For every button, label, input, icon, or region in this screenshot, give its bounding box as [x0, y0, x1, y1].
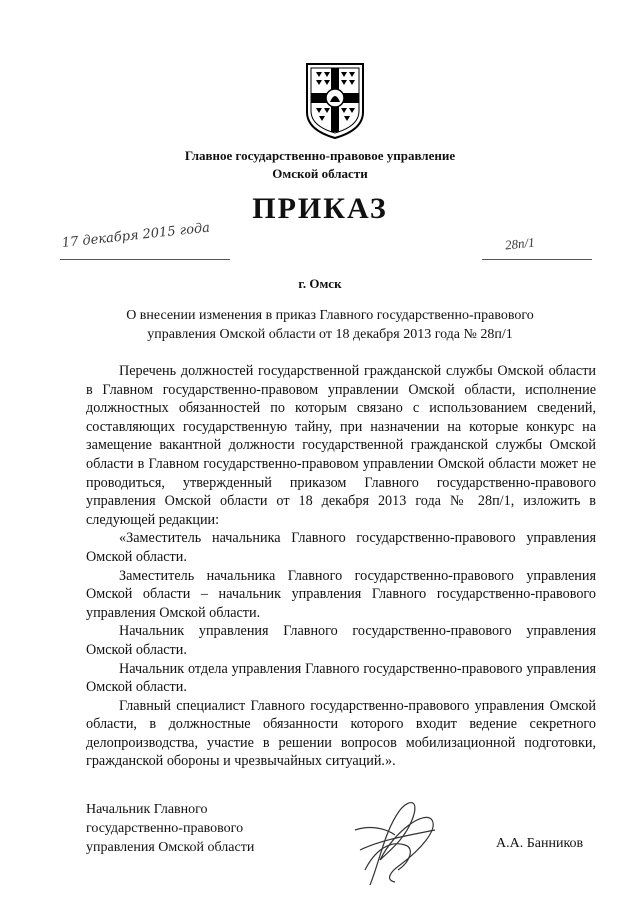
body-paragraph: Перечень должностей государственной гражданской службы Омской области в Главном государственно-правовом управлении Омской области, исполнение должностных обязанностей по которым связано с использованием сведений, составляющих государственную тайну, при назначении на которые конкурс на замещение вакантной должности государственной гражданской службы Омской области в Главном государственно-правовом управлении Омской области может не проводиться, утвержденный приказом Главного государственно-правового управления Омской области от 18 декабря 2013 года № 28п/1, изложить в следующей редакции:: [86, 363, 596, 528]
date-underline: [60, 259, 230, 260]
handwritten-order-number: 28п/1: [504, 234, 536, 253]
number-underline: [482, 259, 592, 260]
handwritten-date: 17 декабря 2015 года: [61, 220, 211, 251]
signatory-position: [86, 800, 254, 857]
subject-line1: О внесении изменения в приказ Главного государственно-правового: [126, 308, 534, 323]
city-label: г. Омск: [298, 276, 342, 291]
signatory-position-line3: управления Омской области: [86, 840, 255, 855]
handwritten-signature-icon: [340, 790, 450, 895]
signatory-position-line1: Начальник Главного: [86, 802, 208, 817]
agency-name-line2: Омской области: [272, 166, 368, 181]
coat-of-arms-icon: [303, 60, 367, 140]
document-title: ПРИКАЗ: [252, 192, 388, 225]
body-paragraph: Начальник управления Главного государственно-правового управления Омской области.: [86, 623, 596, 658]
body-paragraph: Начальник отдела управления Главного государственно-правового управления Омской области.: [86, 660, 596, 696]
signatory-name: А.А. Банников: [496, 836, 584, 851]
body-paragraph: Заместитель начальника Главного государственно-правового управления Омской области – начальник управления Главного государственно-правового управления Омской области.: [86, 567, 596, 621]
subject-line2: управления Омской области от 18 декабря 2013 года № 28п/1: [147, 327, 513, 342]
signatory-position-line2: государственно-правового: [86, 821, 244, 836]
body-paragraph: «Заместитель начальника Главного государственно-правового управления Омской области.: [86, 530, 596, 565]
body-paragraph: Главный специалист Главного государственно-правового управления Омской области, в должностные обязанности которого входит ведение секретного делопроизводства, участие в решении вопросов мобилизационной подготовки, гражданской обороны и чрезвычайных ситуаций.».: [86, 697, 596, 770]
document-body: [86, 362, 596, 771]
document-subject: [100, 306, 560, 344]
agency-name-line1: Главное государственно-правовое управление: [184, 148, 456, 163]
